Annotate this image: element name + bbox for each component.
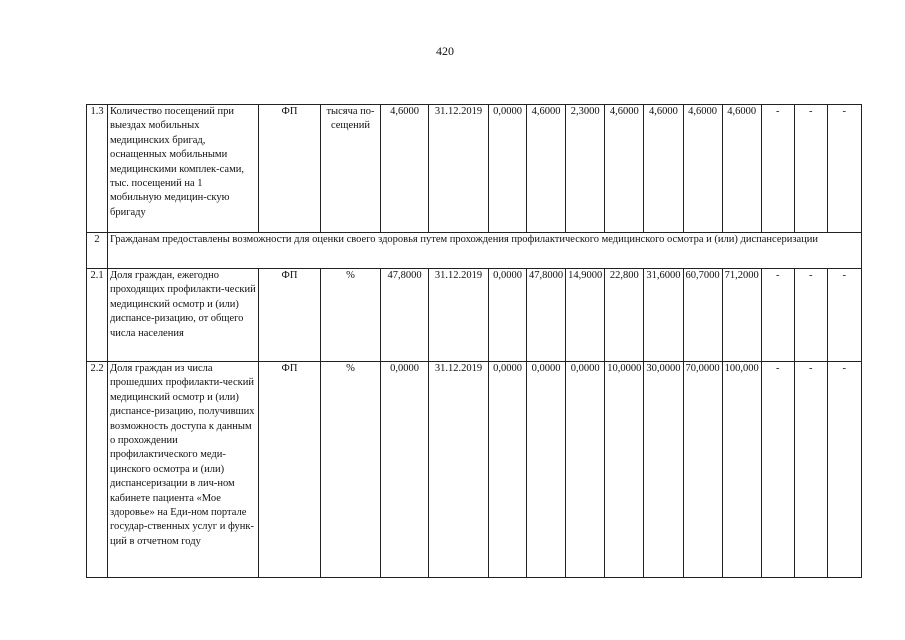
table-row	[87, 105, 862, 233]
unit: %	[321, 362, 381, 578]
value-cell: 47,8000	[527, 269, 566, 362]
dash-cell: -	[761, 362, 794, 578]
section-row	[87, 233, 862, 269]
value-cell: 31,6000	[644, 269, 683, 362]
unit: %	[321, 269, 381, 362]
value-cell: 14,9000	[566, 269, 605, 362]
value-cell: 60,7000	[683, 269, 722, 362]
row-number: 2.1	[87, 269, 108, 362]
table-row	[87, 362, 862, 578]
value-cell: 0,0000	[489, 362, 527, 578]
base-date: 31.12.2019	[429, 362, 489, 578]
value-cell: 0,0000	[489, 105, 527, 233]
value-cell: 10,0000	[605, 362, 644, 578]
base-date: 31.12.2019	[429, 269, 489, 362]
dash-cell: -	[761, 105, 794, 233]
indicator-name: Количество посещений при выездах мобильных медицинских бригад, оснащенных мобильными медицинскими комплек-сами, тыс. посещений на 1 мобильную медицин-скую бригаду	[108, 105, 259, 233]
dash-cell: -	[827, 105, 861, 233]
base-date: 31.12.2019	[429, 105, 489, 233]
section-number: 2	[87, 233, 108, 269]
section-title: Гражданам предоставлены возможности для оценки своего здоровья путем прохождения профилактического медицинского осмотра и (или) диспансеризации	[108, 233, 862, 269]
indicator-type: ФП	[259, 269, 321, 362]
dash-cell: -	[794, 105, 827, 233]
base-value: 4,6000	[381, 105, 429, 233]
dash-cell: -	[794, 362, 827, 578]
value-cell: 0,0000	[527, 362, 566, 578]
indicators-table	[86, 104, 862, 578]
value-cell: 4,6000	[605, 105, 644, 233]
indicator-type: ФП	[259, 105, 321, 233]
row-number: 2.2	[87, 362, 108, 578]
value-cell: 4,6000	[722, 105, 761, 233]
value-cell: 30,0000	[644, 362, 683, 578]
base-value: 0,0000	[381, 362, 429, 578]
value-cell: 70,0000	[683, 362, 722, 578]
page-number: 420	[436, 44, 454, 58]
value-cell: 71,2000	[722, 269, 761, 362]
dash-cell: -	[761, 269, 794, 362]
value-cell: 0,0000	[489, 269, 527, 362]
value-cell: 0,0000	[566, 362, 605, 578]
indicator-name: Доля граждан из числа прошедших профилакти-ческий медицинский осмотр и (или) диспансе-ризацию, получивших возможность доступа к данным о прохождении профилактического меди-цинского осмотра и (или) диспансеризации в лич-ном кабинете пациента «Мое здоровье» на Еди-ном портале государ-ственных услуг и функ-ций в отчетном году	[108, 362, 259, 578]
base-value: 47,8000	[381, 269, 429, 362]
row-number: 1.3	[87, 105, 108, 233]
dash-cell: -	[827, 269, 861, 362]
dash-cell: -	[794, 269, 827, 362]
value-cell: 4,6000	[527, 105, 566, 233]
indicator-name: Доля граждан, ежегодно проходящих профилакти-ческий медицинский осмотр и (или) диспансе-ризацию, от общего числа населения	[108, 269, 259, 362]
value-cell: 22,800	[605, 269, 644, 362]
unit: тысяча по-сещений	[321, 105, 381, 233]
indicator-type: ФП	[259, 362, 321, 578]
value-cell: 4,6000	[683, 105, 722, 233]
value-cell: 100,000	[722, 362, 761, 578]
dash-cell: -	[827, 362, 861, 578]
value-cell: 2,3000	[566, 105, 605, 233]
table-row	[87, 269, 862, 362]
value-cell: 4,6000	[644, 105, 683, 233]
